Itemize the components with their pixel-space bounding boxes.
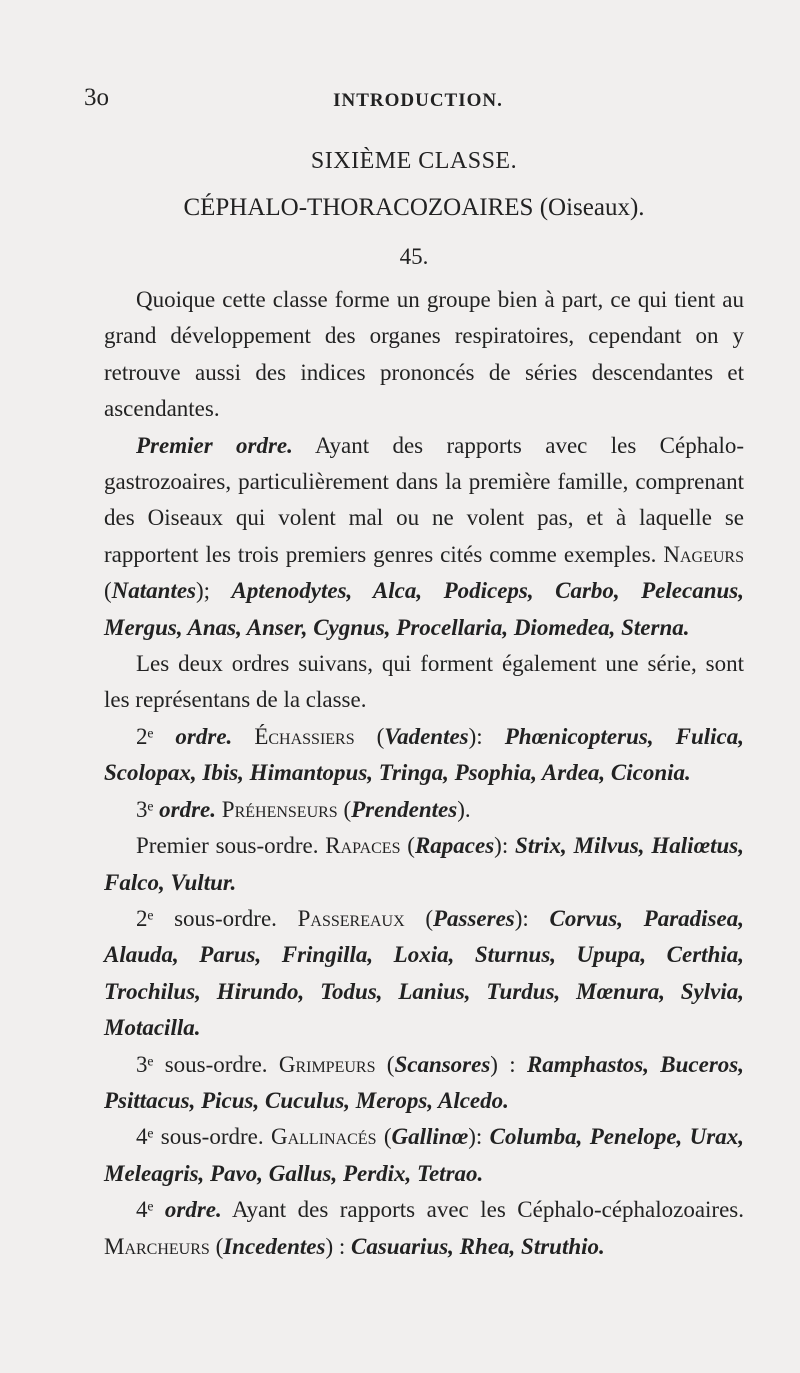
running-head	[84, 84, 724, 114]
italic-run: Incedentes	[223, 1233, 326, 1259]
text-run: 3ᵉ sous-ordre.	[136, 1051, 279, 1077]
italic-run: ordre.	[164, 1197, 222, 1223]
paragraph	[104, 792, 744, 828]
text-run: (	[209, 1233, 224, 1259]
text-run: (	[104, 578, 112, 604]
text-run: Ayant des rapports avec les Céphalo-céphalozoaires.	[221, 1197, 744, 1223]
section-number: 45.	[399, 244, 429, 269]
paragraph	[104, 1047, 744, 1120]
italic-run: Aptenodytes, Alca, Podiceps, Carbo, Pelecanus, Mergus, Anas, Anser, Cygnus, Procellaria, Diomedea, Sterna.	[104, 578, 744, 640]
text-run: 4ᵉ	[136, 1197, 165, 1223]
text-run: );	[196, 578, 232, 604]
text-run: Quoique cette classe forme un groupe bien à part, ce qui tient au grand développement des organes respiratoires, cependant on y retrouve aussi des indices prononcés de séries descendantes et ascendantes.	[104, 287, 744, 422]
italic-run: ordre.	[159, 796, 217, 822]
text-run: ):	[468, 1124, 490, 1150]
smallcaps-run: Rapaces	[325, 833, 401, 859]
paragraph	[104, 282, 744, 428]
paragraph	[104, 1119, 744, 1192]
paragraph	[104, 901, 744, 1047]
text-run: (	[376, 1124, 392, 1150]
text-run: ):	[468, 723, 505, 749]
text-run: Premier sous-ordre.	[136, 833, 326, 859]
text-run: Les deux ordres suivans, qui forment également une série, sont les représentans de la classe.	[104, 651, 744, 713]
italic-run: Premier ordre.	[136, 432, 293, 458]
italic-run: Ramphastos, Buceros, Psittacus, Picus, Cuculus, Merops, Alcedo.	[104, 1051, 744, 1113]
text-run: (	[375, 1051, 395, 1077]
italic-run: Prendentes	[351, 796, 458, 822]
paragraph	[104, 428, 744, 646]
text-run: (	[337, 796, 352, 822]
text-run	[232, 724, 254, 749]
text-run: ):	[514, 905, 550, 931]
class-subtitle: CÉPHALO-THORACOZOAIRES (Oiseaux).	[183, 194, 645, 221]
text-run: ):	[494, 833, 516, 859]
smallcaps-run: Grimpeurs	[278, 1051, 376, 1077]
paragraph	[104, 646, 744, 719]
smallcaps-run: Échassiers	[254, 723, 355, 749]
italic-run: Phœnicopterus, Fulica, Scolopax, Ibis, Himantopus, Tringa, Psophia, Ardea, Ciconia.	[104, 723, 744, 786]
italic-run: Gallinœ	[391, 1124, 469, 1150]
page-number: 3o	[84, 84, 109, 111]
text-run: (	[404, 905, 433, 931]
text-run: (	[354, 723, 385, 749]
smallcaps-run: Nageurs	[663, 541, 744, 567]
paragraph	[104, 828, 744, 901]
italic-run: ordre.	[175, 723, 233, 749]
text-run: 2ᵉ sous-ordre.	[136, 905, 298, 931]
italic-run: Scansores	[394, 1051, 491, 1077]
smallcaps-run: Préhenseurs	[221, 796, 338, 822]
text-run: ) :	[325, 1233, 352, 1259]
italic-run: Columba, Penelope, Urax, Meleagris, Pavo, Gallus, Perdix, Tetrao.	[104, 1124, 744, 1186]
class-title: SIXIÈME CLASSE.	[310, 148, 518, 174]
smallcaps-run: Gallinacés	[270, 1124, 377, 1150]
smallcaps-run: Passereaux	[297, 905, 405, 931]
text-run: 2ᵉ	[136, 723, 176, 749]
italic-run: Strix, Milvus, Haliœtus, Falco, Vultur.	[104, 833, 744, 895]
italic-run: Corvus, Paradisea, Alauda, Parus, Fringilla, Loxia, Sturnus, Upupa, Certhia, Trochilus, Hirundo, Todus, Lanius, Turdus, Mœnura, Sylvia, Motacilla.	[104, 905, 744, 1041]
paragraph	[104, 1192, 744, 1265]
italic-run: Passeres	[432, 905, 515, 931]
text-run: ) :	[490, 1051, 527, 1077]
text-run: (	[400, 833, 415, 859]
smallcaps-run: Marcheurs	[104, 1233, 210, 1259]
text-run: ).	[457, 796, 471, 822]
italic-run: Casuarius, Rhea, Struthio.	[351, 1233, 605, 1259]
running-title: INTRODUCTION.	[333, 90, 503, 111]
italic-run: Natantes	[111, 578, 197, 604]
paragraph	[104, 719, 744, 792]
italic-run: Vadentes	[384, 723, 469, 749]
text-run: 3ᵉ	[136, 796, 160, 822]
text-run: 4ᵉ sous-ordre.	[136, 1124, 271, 1150]
body-text	[104, 282, 744, 1265]
text-run: Ayant des rapports avec les Céphalo-gastrozoaires, particulièrement dans la première famille, comprenant des Oiseaux qui volent mal ou ne volent pas, et à laquelle se rapportent les trois premiers genres cités comme exemples.	[104, 432, 744, 567]
italic-run: Rapaces	[414, 833, 495, 859]
